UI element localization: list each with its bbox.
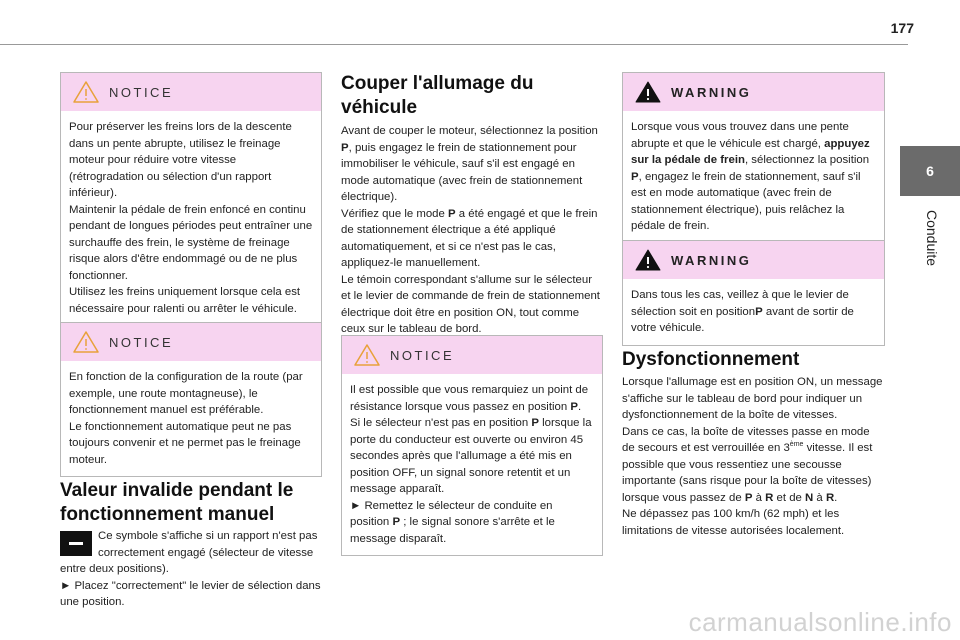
warning-box <box>622 240 885 346</box>
notice-paragraph: En fonction de la configuration de la route (par exemple, une route montagneuse), le fonctionnement manuel est préférable. <box>69 371 303 416</box>
notice-paragraph: Utilisez les freins uniquement lorsque cela est nécessaire pour ralenti ou arrêter le véhicule. <box>69 286 301 315</box>
text-run: Dans ce cas, la boîte de vitesses passe en mode de secours et est verrouillée en 3 <box>622 425 870 454</box>
paragraph: Le témoin correspondant s'allume sur le sélecteur et le levier de commande de frein de stationnement électrique doit être en position ON, tout comme ceux sur le tableau de bord. <box>341 273 600 335</box>
invalid-gear-icon <box>60 531 92 556</box>
notice-box <box>341 335 603 556</box>
warning-paragraph <box>631 287 876 337</box>
text-run: à <box>752 491 766 504</box>
text-run: . <box>834 491 838 504</box>
text-run: Vérifiez que le mode <box>341 207 449 220</box>
text-run: . <box>577 400 582 413</box>
position-label: P <box>531 417 539 429</box>
page-number: 177 <box>890 20 914 36</box>
position-label: R <box>825 491 835 504</box>
paragraph: Lorsque l'allumage est en position ON, un message s'affiche sur le tableau de bord pour indiquer un dysfonctionnement de la boîte de vitesses. <box>622 376 883 421</box>
warning-body <box>623 111 884 243</box>
notice-body <box>61 361 321 476</box>
position-label: P <box>341 141 349 154</box>
caution-triangle-icon <box>73 331 99 353</box>
position-label: P <box>631 170 639 183</box>
position-label: P <box>570 400 578 413</box>
warning-title: WARNING <box>671 84 752 100</box>
paragraph <box>622 424 885 507</box>
notice-paragraph: Le fonctionnement automatique peut ne pas toujours convenir et ne permet pas le freinage moteur. <box>69 420 301 466</box>
position-label: P <box>744 491 753 504</box>
section-body <box>60 528 322 611</box>
notice-header <box>61 73 321 111</box>
warning-paragraph <box>631 119 876 235</box>
paragraph <box>341 123 603 206</box>
text-run: vitesse. Il est possible que vous ressentiez une secousse importante (sans risque pour la boîte de vitesses) lorsque vous passez de <box>622 442 873 504</box>
text-run: Lorsque vous vous trouvez dans une pente abrupte et que le véhicule est chargé, <box>631 121 849 150</box>
paragraph <box>60 528 322 578</box>
watermark: carmanualsonline.info <box>688 607 952 637</box>
text-run: Si le sélecteur n'est pas en position <box>350 417 532 429</box>
paragraph-text: Ce symbole s'affiche si un rapport n'est pas correctement engagé (sélecteur de vitesse entre deux positions). <box>60 530 318 575</box>
text-run: ► Remettez le sélecteur de conduite en position <box>350 499 553 528</box>
warning-body <box>623 279 884 345</box>
caution-triangle-icon <box>354 344 380 366</box>
instruction: ► Placez "correctement" le levier de sélection dans une position. <box>60 579 321 608</box>
text-run: à <box>813 491 826 504</box>
text-run: lorsque la porte du conducteur est ouverte ou environ 45 secondes après que l'allumage a été mis en position OFF, un signal sonore retentit et un message apparaît. <box>350 417 592 495</box>
text-run: a été engagé et que le frein de stationnement électrique a été appliqué automatiquement, et si ce n'est pas le cas, appliquez-le manuellement. <box>341 207 598 269</box>
caution-triangle-icon <box>73 81 99 103</box>
chapter-label: Conduite <box>924 210 940 267</box>
notice-title: NOTICE <box>109 334 174 350</box>
notice-header <box>61 323 321 361</box>
position-label: P <box>448 207 456 220</box>
text-run: Avant de couper le moteur, sélectionnez la position <box>341 125 598 137</box>
notice-title: NOTICE <box>390 347 455 363</box>
text-run: ; le signal sonore s'arrête et le message disparaît. <box>350 516 555 545</box>
text-run: , sélectionnez la position <box>744 154 870 166</box>
notice-header <box>342 336 602 374</box>
header-divider <box>0 44 908 45</box>
notice-box <box>60 72 322 326</box>
position-label: P <box>392 516 401 528</box>
section-heading: Couper l'allumage du véhicule <box>341 73 534 118</box>
position-label: R <box>765 491 774 504</box>
warning-triangle-icon <box>635 81 661 103</box>
notice-body <box>61 111 321 325</box>
notice-paragraph: Maintenir la pédale de frein enfoncé en continu pendant de longues périodes peut entraîner une surchauffe des frein, le système de freinage risque alors d'être endommagé ou de ne plus fonctionner. <box>69 203 313 282</box>
text-run: avant de sortir de votre véhicule. <box>631 305 854 334</box>
paragraph <box>341 206 603 272</box>
text-run: et de <box>773 491 806 504</box>
section-body <box>341 123 603 338</box>
section-heading: Dysfonctionnement <box>622 349 800 370</box>
warning-title: WARNING <box>671 252 752 268</box>
text-run: Il est possible que vous remarquiez un point de résistance lorsque vous passez en position <box>350 384 589 413</box>
notice-paragraph: Pour préserver les freins lors de la descente dans un pente abrupte, utilisez le freinage moteur pour réduire votre vitesse (rétrogradation ou sélection d'un rapport inférieur). <box>69 121 292 199</box>
notice-paragraph <box>350 382 594 415</box>
warning-box <box>622 72 885 244</box>
chapter-tab[interactable]: 6 <box>900 146 960 196</box>
notice-body <box>342 374 602 555</box>
text-run: , engagez le frein de stationnement, sauf s'il est en mode automatique (avec frein de stationnement électrique), puis relâchez la pédale de frein. <box>631 170 861 232</box>
warning-triangle-icon <box>635 249 661 271</box>
notice-title: NOTICE <box>109 84 174 100</box>
text-run: , puis engagez le frein de stationnement pour immobiliser le véhicule, sauf s'il est engagé en mode automatique (avec frein de stationnement électrique). <box>341 141 583 203</box>
ordinal-suffix: ème <box>789 441 804 449</box>
paragraph: Ne dépassez pas 100 km/h (62 mph) et les limitations de vitesse autorisées localement. <box>622 508 845 537</box>
section-heading: Valeur invalide pendant le fonctionnement manuel <box>60 480 294 525</box>
emphasis: appuyez sur la pédale de frein <box>631 137 870 166</box>
warning-header <box>623 241 884 279</box>
position-label: P <box>755 305 763 318</box>
notice-paragraph <box>350 415 594 498</box>
position-label: N <box>805 491 814 504</box>
notice-paragraph <box>350 498 594 548</box>
section-body <box>622 374 885 539</box>
warning-header <box>623 73 884 111</box>
notice-box <box>60 322 322 477</box>
text-run: Dans tous les cas, veillez à que le levier de sélection soit en position <box>631 289 849 318</box>
